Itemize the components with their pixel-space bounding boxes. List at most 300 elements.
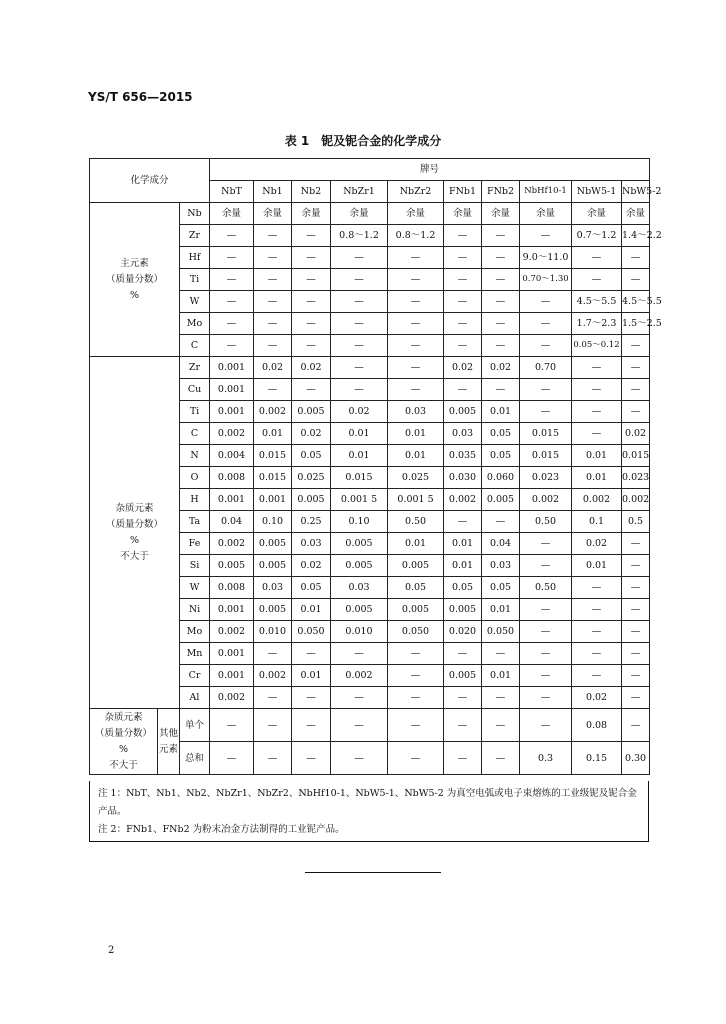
element-label: Mo (180, 621, 210, 643)
value-cell: 0.03 (388, 401, 444, 423)
value-cell: 0.015 (520, 445, 572, 467)
element-label: C (180, 335, 210, 357)
value-cell: — (292, 643, 331, 665)
element-label: H (180, 489, 210, 511)
value-cell: 0.002 (210, 423, 254, 445)
value-cell: — (388, 665, 444, 687)
element-label: Zr (180, 225, 210, 247)
grade-header-cell: NbW5-1 (572, 181, 622, 203)
impurity-group-line: % (129, 534, 140, 546)
value-cell: — (520, 225, 572, 247)
value-cell: 0.01 (482, 665, 520, 687)
value-cell: — (622, 621, 650, 643)
value-cell: — (254, 335, 292, 357)
value-cell: 0.02 (292, 357, 331, 379)
element-label: Cu (180, 379, 210, 401)
element-label: Si (180, 555, 210, 577)
main-element-group-line: % (129, 289, 140, 301)
value-cell: 0.002 (444, 489, 482, 511)
value-cell: — (482, 247, 520, 269)
value-cell: — (520, 379, 572, 401)
value-cell: 0.025 (292, 467, 331, 489)
value-cell: — (572, 269, 622, 291)
value-cell: — (292, 313, 331, 335)
value-cell: 0.02 (572, 687, 622, 709)
value-cell: 9.0～11.0 (520, 247, 572, 269)
value-cell: 0.01 (292, 599, 331, 621)
value-cell: 0.010 (254, 621, 292, 643)
element-label: O (180, 467, 210, 489)
value-cell: — (210, 313, 254, 335)
value-cell: 0.001 (254, 489, 292, 511)
value-cell: — (444, 313, 482, 335)
value-cell: 0.01 (331, 445, 388, 467)
value-cell: — (622, 247, 650, 269)
value-cell: 0.015 (254, 467, 292, 489)
value-cell: 0.050 (292, 621, 331, 643)
value-cell: 0.001 (210, 379, 254, 401)
value-cell: — (444, 643, 482, 665)
value-cell: — (444, 335, 482, 357)
value-cell: — (210, 742, 254, 775)
value-cell: — (482, 687, 520, 709)
value-cell: — (520, 599, 572, 621)
other-impurity-group-line: 杂质元素 (104, 711, 143, 723)
value-cell: 0.020 (444, 621, 482, 643)
value-cell: 0.001 (210, 401, 254, 423)
value-cell: — (444, 709, 482, 742)
value-cell: 0.002 (572, 489, 622, 511)
value-cell: 0.01 (444, 533, 482, 555)
value-cell: 0.005 (331, 599, 388, 621)
element-label: Zr (180, 357, 210, 379)
value-cell: — (444, 269, 482, 291)
value-cell: — (388, 357, 444, 379)
value-cell: 4.5～5.5 (572, 291, 622, 313)
value-cell: — (622, 643, 650, 665)
value-cell: 0.001 (210, 599, 254, 621)
grade-header-cell: Nb2 (292, 181, 331, 203)
value-cell: 0.03 (254, 577, 292, 599)
note-1: 注 1：NbT、Nb1、Nb2、NbZr1、NbZr2、NbHf10-1、NbW5-1、NbW5-2 为真空电弧或电子束熔炼的工业级铌及铌合金产品。 (98, 788, 637, 817)
value-cell: 0.005 (292, 401, 331, 423)
value-cell: 0.01 (388, 445, 444, 467)
element-label: 总和 (180, 742, 210, 775)
value-cell: — (254, 687, 292, 709)
chemical-composition-table (89, 158, 662, 775)
value-cell: — (388, 643, 444, 665)
element-label: Mn (180, 643, 210, 665)
value-cell: 0.3 (520, 742, 572, 775)
value-cell: — (520, 313, 572, 335)
impurity-group-line: 不大于 (120, 550, 149, 562)
value-cell: 0.01 (482, 599, 520, 621)
value-cell: — (520, 687, 572, 709)
value-cell: — (520, 555, 572, 577)
table-row (90, 709, 650, 742)
value-cell: 0.005 (444, 665, 482, 687)
value-cell: — (210, 247, 254, 269)
value-cell: — (520, 291, 572, 313)
value-cell: 0.005 (210, 555, 254, 577)
other-impurity-group-line: 不大于 (109, 759, 138, 771)
value-cell: 0.02 (254, 357, 292, 379)
other-impurity-group-line: % (118, 743, 129, 755)
value-cell: — (331, 687, 388, 709)
value-cell: 余量 (388, 203, 444, 225)
value-cell: 0.001 (210, 489, 254, 511)
value-cell: — (254, 643, 292, 665)
value-cell: — (572, 643, 622, 665)
value-cell: — (482, 709, 520, 742)
impurity-group-line: 杂质元素 (115, 502, 154, 514)
value-cell: — (622, 665, 650, 687)
value-cell: — (292, 709, 331, 742)
value-cell: — (388, 709, 444, 742)
value-cell: — (482, 225, 520, 247)
element-label: Ti (180, 269, 210, 291)
grade-header-cell: NbT (210, 181, 254, 203)
value-cell: 0.04 (482, 533, 520, 555)
table-row (90, 357, 650, 379)
value-cell: — (292, 335, 331, 357)
value-cell: — (482, 291, 520, 313)
grade-header-cell: NbZr2 (388, 181, 444, 203)
value-cell: 0.30 (622, 742, 650, 775)
other-elements-label-line: 元素 (158, 743, 178, 755)
value-cell: — (210, 269, 254, 291)
value-cell: — (520, 709, 572, 742)
value-cell: 0.005 (444, 401, 482, 423)
value-cell: 0.005 (388, 555, 444, 577)
value-cell: — (254, 225, 292, 247)
value-cell: 0.05～0.12 (572, 335, 622, 357)
value-cell: 0.004 (210, 445, 254, 467)
value-cell: 0.023 (520, 467, 572, 489)
value-cell: 0.005 (482, 489, 520, 511)
value-cell: — (482, 269, 520, 291)
value-cell: — (388, 335, 444, 357)
value-cell: 0.08 (572, 709, 622, 742)
value-cell: 0.15 (572, 742, 622, 775)
value-cell: — (482, 379, 520, 401)
note-2: 注 2：FNb1、FNb2 为粉末冶金方法制得的工业铌产品。 (98, 824, 345, 835)
value-cell: 0.002 (331, 665, 388, 687)
value-cell: — (572, 357, 622, 379)
value-cell: — (482, 335, 520, 357)
value-cell: 0.001 (210, 643, 254, 665)
value-cell: 余量 (444, 203, 482, 225)
value-cell: 0.035 (444, 445, 482, 467)
element-label: Al (180, 687, 210, 709)
value-cell: 0.050 (388, 621, 444, 643)
value-cell: — (254, 247, 292, 269)
value-cell: — (388, 247, 444, 269)
value-cell: — (292, 742, 331, 775)
value-cell: 0.015 (331, 467, 388, 489)
value-cell: 0.5 (622, 511, 650, 533)
value-cell: 0.005 (331, 555, 388, 577)
element-label: Cr (180, 665, 210, 687)
value-cell: 0.50 (520, 511, 572, 533)
value-cell: 0.01 (572, 445, 622, 467)
value-cell: — (520, 533, 572, 555)
value-cell: 0.002 (210, 621, 254, 643)
element-label: Fe (180, 533, 210, 555)
element-label: Ni (180, 599, 210, 621)
value-cell: — (254, 709, 292, 742)
value-cell: 0.70～1.30 (520, 269, 572, 291)
main-element-group-line: 主元素 (120, 257, 149, 269)
value-cell: 0.01 (254, 423, 292, 445)
value-cell: — (622, 269, 650, 291)
value-cell: — (444, 291, 482, 313)
table-notes (89, 781, 649, 842)
grade-header-cell: NbW5-2 (622, 181, 650, 203)
value-cell: — (292, 687, 331, 709)
value-cell: 0.01 (292, 665, 331, 687)
value-cell: — (622, 401, 650, 423)
value-cell: 0.002 (210, 687, 254, 709)
value-cell: — (520, 643, 572, 665)
value-cell: 0.05 (444, 577, 482, 599)
value-cell: 0.01 (572, 555, 622, 577)
value-cell: — (331, 643, 388, 665)
value-cell: 0.05 (292, 445, 331, 467)
value-cell: 0.50 (388, 511, 444, 533)
table-title: 表 1 铌及铌合金的化学成分 (284, 134, 442, 148)
value-cell: — (482, 511, 520, 533)
value-cell: 0.002 (210, 533, 254, 555)
value-cell: — (444, 225, 482, 247)
grade-header-cell: NbZr1 (331, 181, 388, 203)
value-cell: — (388, 379, 444, 401)
value-cell: 0.030 (444, 467, 482, 489)
value-cell: — (210, 709, 254, 742)
value-cell: 0.010 (331, 621, 388, 643)
value-cell: 0.023 (622, 467, 650, 489)
value-cell: 0.05 (292, 577, 331, 599)
element-label: Mo (180, 313, 210, 335)
value-cell: — (210, 335, 254, 357)
value-cell: — (388, 313, 444, 335)
value-cell: — (292, 269, 331, 291)
value-cell: 0.02 (572, 533, 622, 555)
value-cell: — (388, 687, 444, 709)
value-cell: — (520, 335, 572, 357)
value-cell: — (482, 742, 520, 775)
value-cell: 0.02 (482, 357, 520, 379)
value-cell: — (572, 247, 622, 269)
value-cell: 0.03 (292, 533, 331, 555)
value-cell: 0.03 (444, 423, 482, 445)
element-label: N (180, 445, 210, 467)
value-cell: — (622, 687, 650, 709)
value-cell: — (388, 742, 444, 775)
element-label: Hf (180, 247, 210, 269)
value-cell: — (622, 335, 650, 357)
other-impurity-group-line: （质量分数） (94, 727, 152, 739)
other-impurity-group (90, 709, 158, 775)
value-cell: — (292, 225, 331, 247)
value-cell: — (572, 599, 622, 621)
value-cell: — (331, 742, 388, 775)
value-cell: 0.015 (254, 445, 292, 467)
value-cell: 0.01 (331, 423, 388, 445)
element-label: C (180, 423, 210, 445)
value-cell: — (331, 709, 388, 742)
value-cell: 0.05 (482, 423, 520, 445)
value-cell: — (622, 357, 650, 379)
value-cell: 0.02 (331, 401, 388, 423)
main-element-group-line: （质量分数） (105, 273, 163, 285)
element-label: Ti (180, 401, 210, 423)
grade-header-cell: NbHf10-1 (520, 181, 572, 203)
value-cell: 0.002 (254, 665, 292, 687)
value-cell: 0.10 (331, 511, 388, 533)
value-cell: 余量 (292, 203, 331, 225)
element-label: Ta (180, 511, 210, 533)
value-cell: 0.001 (210, 357, 254, 379)
value-cell: 0.005 (444, 599, 482, 621)
value-cell: — (210, 291, 254, 313)
value-cell: 0.005 (292, 489, 331, 511)
value-cell: 0.001 5 (388, 489, 444, 511)
value-cell: — (572, 577, 622, 599)
value-cell: — (572, 665, 622, 687)
value-cell: 余量 (520, 203, 572, 225)
value-cell: 0.01 (388, 533, 444, 555)
element-label: W (180, 577, 210, 599)
value-cell: 0.001 (210, 665, 254, 687)
value-cell: — (254, 269, 292, 291)
value-cell: — (622, 577, 650, 599)
value-cell: 0.01 (572, 467, 622, 489)
standard-code: YS/T 656—2015 (88, 90, 193, 104)
end-rule (305, 872, 441, 873)
value-cell: 余量 (254, 203, 292, 225)
value-cell: — (622, 709, 650, 742)
impurity-group-line: （质量分数） (105, 518, 163, 530)
value-cell: 0.05 (482, 445, 520, 467)
other-elements-label (158, 709, 180, 775)
value-cell: 0.02 (292, 423, 331, 445)
element-label: W (180, 291, 210, 313)
value-cell: — (254, 742, 292, 775)
value-cell: — (254, 291, 292, 313)
value-cell: 1.5～2.5 (622, 313, 650, 335)
value-cell: — (622, 599, 650, 621)
grade-header-cell: FNb1 (444, 181, 482, 203)
value-cell: 0.04 (210, 511, 254, 533)
value-cell: 0.005 (254, 555, 292, 577)
value-cell: 1.4～2.2 (622, 225, 650, 247)
value-cell: 0.02 (292, 555, 331, 577)
value-cell: — (520, 665, 572, 687)
value-cell: — (444, 379, 482, 401)
value-cell: — (622, 555, 650, 577)
value-cell: — (331, 313, 388, 335)
value-cell: 0.01 (482, 401, 520, 423)
value-cell: — (482, 643, 520, 665)
value-cell: 余量 (622, 203, 650, 225)
value-cell: 0.1 (572, 511, 622, 533)
value-cell: — (292, 379, 331, 401)
value-cell: 0.005 (254, 533, 292, 555)
value-cell: — (444, 511, 482, 533)
value-cell: 0.50 (520, 577, 572, 599)
value-cell: — (572, 621, 622, 643)
value-cell: 0.060 (482, 467, 520, 489)
value-cell: — (444, 247, 482, 269)
value-cell: — (388, 291, 444, 313)
value-cell: — (572, 401, 622, 423)
value-cell: — (210, 225, 254, 247)
value-cell: 0.01 (388, 423, 444, 445)
value-cell: 0.05 (482, 577, 520, 599)
value-cell: — (444, 742, 482, 775)
value-cell: 0.03 (331, 577, 388, 599)
value-cell: 0.002 (622, 489, 650, 511)
value-cell: 余量 (331, 203, 388, 225)
main-element-group (90, 203, 180, 357)
value-cell: — (331, 291, 388, 313)
value-cell: 0.025 (388, 467, 444, 489)
value-cell: 0.015 (520, 423, 572, 445)
value-cell: 0.70 (520, 357, 572, 379)
value-cell: 0.25 (292, 511, 331, 533)
value-cell: 0.008 (210, 467, 254, 489)
value-cell: 0.02 (444, 357, 482, 379)
value-cell: 余量 (482, 203, 520, 225)
impurity-group (90, 357, 180, 709)
value-cell: 0.002 (520, 489, 572, 511)
value-cell: — (622, 533, 650, 555)
value-cell: 0.05 (388, 577, 444, 599)
value-cell: — (572, 379, 622, 401)
value-cell: — (572, 423, 622, 445)
value-cell: 0.015 (622, 445, 650, 467)
value-cell: 0.7～1.2 (572, 225, 622, 247)
value-cell: 余量 (210, 203, 254, 225)
value-cell: 0.005 (254, 599, 292, 621)
value-cell: — (331, 357, 388, 379)
value-cell: 4.5～5.5 (622, 291, 650, 313)
value-cell: — (520, 621, 572, 643)
value-cell: — (254, 379, 292, 401)
value-cell: 0.005 (388, 599, 444, 621)
value-cell: — (331, 247, 388, 269)
value-cell: 0.005 (331, 533, 388, 555)
value-cell: 0.10 (254, 511, 292, 533)
value-cell: 0.03 (482, 555, 520, 577)
value-cell: 余量 (572, 203, 622, 225)
value-cell: 0.8～1.2 (388, 225, 444, 247)
table-row (90, 203, 650, 225)
page-number: 2 (108, 945, 115, 956)
value-cell: 0.008 (210, 577, 254, 599)
value-cell: — (482, 313, 520, 335)
element-label: Nb (180, 203, 210, 225)
value-cell: 0.01 (444, 555, 482, 577)
value-cell: — (331, 335, 388, 357)
value-cell: 1.7～2.3 (572, 313, 622, 335)
value-cell: — (292, 247, 331, 269)
value-cell: 0.001 5 (331, 489, 388, 511)
value-cell: — (388, 269, 444, 291)
value-cell: — (331, 269, 388, 291)
grade-header-cell: FNb2 (482, 181, 520, 203)
